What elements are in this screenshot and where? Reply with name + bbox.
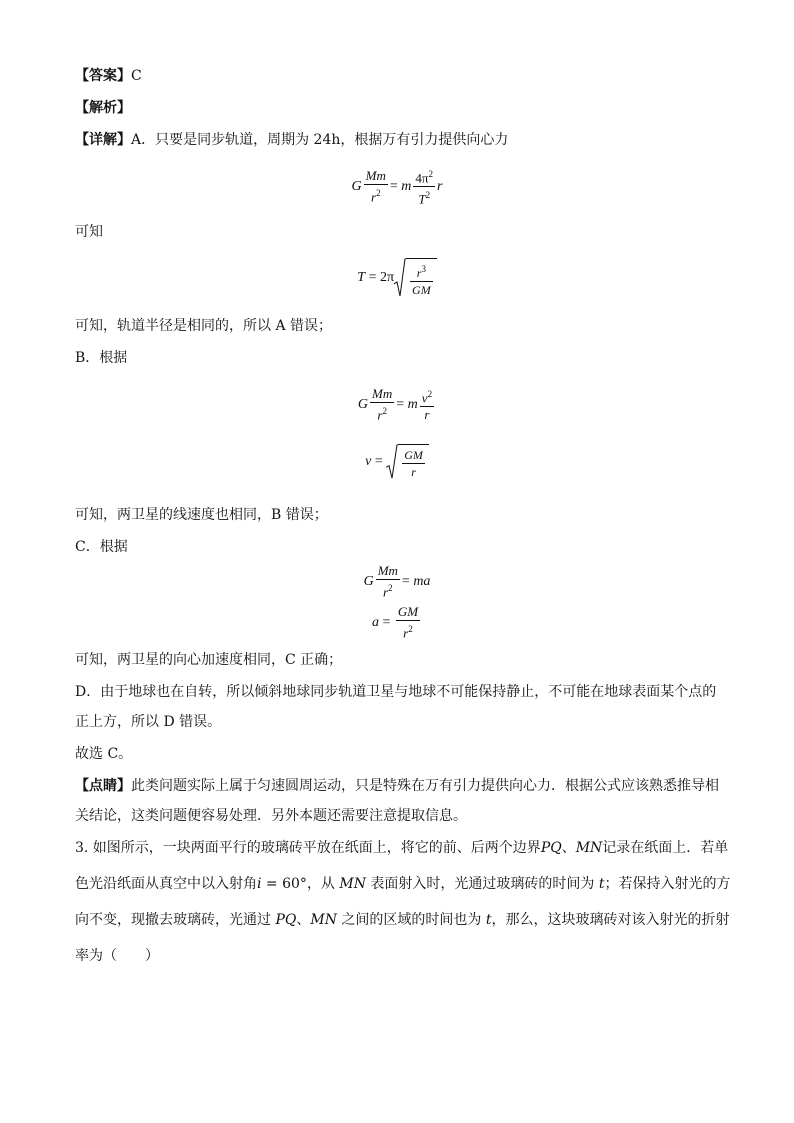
eq1-rhs-den: T bbox=[418, 191, 426, 207]
text-c2-line bbox=[75, 650, 724, 670]
q-part-10: 率为（ ） bbox=[75, 948, 159, 964]
choose-text: 故选 C。 bbox=[75, 746, 133, 762]
eq3-coef: G bbox=[357, 396, 369, 412]
eq1-equals: = bbox=[389, 179, 398, 195]
eq3-rden: r bbox=[424, 407, 430, 423]
eq6-lhs: a bbox=[371, 614, 379, 630]
text-b2-line bbox=[75, 505, 724, 525]
eq1-lhs-den: r bbox=[371, 189, 377, 205]
q-part-5: 表面射入时，光通过玻璃砖的时间为 bbox=[365, 876, 599, 892]
q-part-3: 色光沿纸面从真空中以入射角 bbox=[75, 876, 257, 892]
q-t-2: t bbox=[485, 912, 492, 928]
q-t: t bbox=[598, 876, 605, 892]
q-part-2: 记录在纸面上．若单 bbox=[602, 840, 729, 856]
eq2-den: GM bbox=[412, 283, 431, 297]
eq2-num: r bbox=[416, 266, 422, 280]
analysis-heading bbox=[75, 98, 724, 118]
comment-label: 【点睛】 bbox=[75, 778, 131, 794]
question-line-3 bbox=[75, 910, 730, 930]
question-line-4 bbox=[75, 946, 724, 966]
eq5-num: Mm bbox=[377, 563, 398, 578]
radical-icon bbox=[386, 444, 398, 480]
text-a-line bbox=[75, 316, 724, 336]
question-line-2 bbox=[75, 874, 731, 894]
eq5-equals: = bbox=[401, 573, 410, 589]
eq5-rhs: ma bbox=[413, 573, 431, 589]
eq1-rhs-num: 4π bbox=[415, 170, 429, 186]
q-pq-2: PQ bbox=[275, 912, 297, 928]
q-part-7: 向不变，现撤去玻璃砖，光通过 bbox=[75, 912, 276, 928]
eq3-rcoef: m bbox=[407, 396, 418, 412]
equation-4 bbox=[0, 444, 794, 480]
equation-3 bbox=[0, 386, 794, 423]
eq1-rhs-coef: m bbox=[401, 179, 412, 195]
text-d1-line bbox=[75, 682, 724, 702]
q-mn-2: MN bbox=[339, 876, 366, 892]
eq2-lhs: T bbox=[357, 270, 366, 286]
eq3-num: Mm bbox=[372, 386, 393, 401]
radical-icon bbox=[394, 258, 406, 298]
eq6-den: r bbox=[403, 625, 409, 641]
text-c-line bbox=[75, 537, 724, 557]
eq4-sqrt bbox=[386, 444, 429, 480]
text-b2: 可知，两卫星的线速度也相同，B 错误； bbox=[75, 507, 328, 523]
text-b-line bbox=[75, 348, 724, 368]
eq2-equals: = 2π bbox=[368, 270, 395, 286]
text-d1: D．由于地球也在自转，所以倾斜地球同步轨道卫星与地球不可能保持静止，不可能在地球表面某个点的 bbox=[75, 684, 717, 700]
answer-line bbox=[75, 66, 724, 86]
eq4-den: r bbox=[411, 465, 416, 479]
comment-text-1: 此类问题实际上属于匀速圆周运动，只是特殊在万有引力提供向心力．根据公式应该熟悉推导相 bbox=[131, 778, 719, 794]
text-d2-line bbox=[75, 712, 724, 732]
q-part-1: 3. 如图所示，一块两面平行的玻璃砖平放在纸面上，将它的前、后两个边界 bbox=[75, 840, 541, 856]
q-sep: 、 bbox=[561, 840, 576, 856]
text-a: 可知，轨道半径是相同的，所以 A 错误； bbox=[75, 318, 333, 334]
q-part-9: ，那么，这块玻璃砖对该入射光的折射 bbox=[491, 912, 730, 928]
q-part-8: 之间的区域的时间也为 bbox=[336, 912, 486, 928]
eq5-den: r bbox=[383, 584, 389, 600]
q-mn-3: MN bbox=[310, 912, 337, 928]
eq3-lhs-fraction: $\frac{Mm}{r^2}$ bbox=[372, 386, 393, 423]
question-line-1 bbox=[75, 838, 729, 858]
q-i: i bbox=[257, 876, 262, 892]
q-part-6: ；若保持入射光的方 bbox=[604, 876, 731, 892]
eq3-equals: = bbox=[396, 396, 405, 412]
know-text-1: 可知 bbox=[75, 224, 103, 240]
eq1-rhs-fraction: $\frac{4\pi^2}{T^2}$ bbox=[413, 166, 435, 208]
analysis-label: 【解析】 bbox=[75, 100, 131, 116]
answer-value: C bbox=[131, 68, 142, 84]
answer-label: 【答案】 bbox=[75, 68, 131, 84]
q-mn: MN bbox=[575, 840, 603, 856]
eq3-rnum: v bbox=[421, 390, 428, 406]
eq1-coef: G bbox=[351, 179, 362, 195]
eq5-fraction: $\frac{Mm}{r^2}$ bbox=[377, 563, 398, 600]
eq6-equals: = bbox=[382, 614, 391, 630]
eq6-fraction: $\frac{GM}{r^2}$ bbox=[397, 604, 419, 641]
equation-1 bbox=[0, 166, 794, 208]
detail-label: 【详解】 bbox=[75, 132, 131, 148]
comment-line-2 bbox=[75, 806, 724, 826]
comment-text-2: 关结论，这类问题便容易处理．另外本题还需要注意提取信息。 bbox=[75, 808, 467, 824]
eq1-rhs-tail: r bbox=[437, 179, 443, 195]
detail-text: A．只要是同步轨道，周期为 24h，根据万有引力提供向心力 bbox=[131, 132, 509, 148]
text-d2: 正上方，所以 D 错误。 bbox=[75, 714, 222, 730]
q-angle: = 60° bbox=[261, 876, 307, 892]
eq4-lhs: v bbox=[365, 454, 372, 470]
eq3-rhs-fraction: $\frac{v^2}{r}$ bbox=[420, 386, 434, 423]
eq3-den: r bbox=[377, 407, 383, 423]
q-sep-2: 、 bbox=[296, 912, 311, 928]
eq6-num: GM bbox=[397, 604, 419, 619]
eq4-num: GM bbox=[404, 448, 423, 462]
text-b: B．根据 bbox=[75, 350, 128, 366]
detail-line bbox=[75, 130, 724, 150]
q-part-4: ，从 bbox=[306, 876, 340, 892]
eq5-coef: G bbox=[363, 573, 374, 589]
equation-2 bbox=[0, 258, 794, 298]
comment-line-1 bbox=[75, 776, 724, 796]
text-c2: 可知，两卫星的向心加速度相同，C 正确； bbox=[75, 652, 343, 668]
choose-line bbox=[75, 744, 724, 764]
eq1-lhs-num: Mm bbox=[365, 168, 386, 184]
know-line-1 bbox=[75, 222, 724, 242]
eq1-lhs-fraction: $\frac{Mm}{r^2}$ bbox=[365, 168, 386, 205]
eq4-equals: = bbox=[374, 454, 383, 470]
q-pq: PQ bbox=[540, 840, 562, 856]
eq2-sqrt: $\frac{r^3}{GM}$ bbox=[394, 258, 437, 298]
text-c: C．根据 bbox=[75, 539, 128, 555]
equation-5 bbox=[0, 563, 794, 600]
equation-6 bbox=[0, 604, 794, 641]
